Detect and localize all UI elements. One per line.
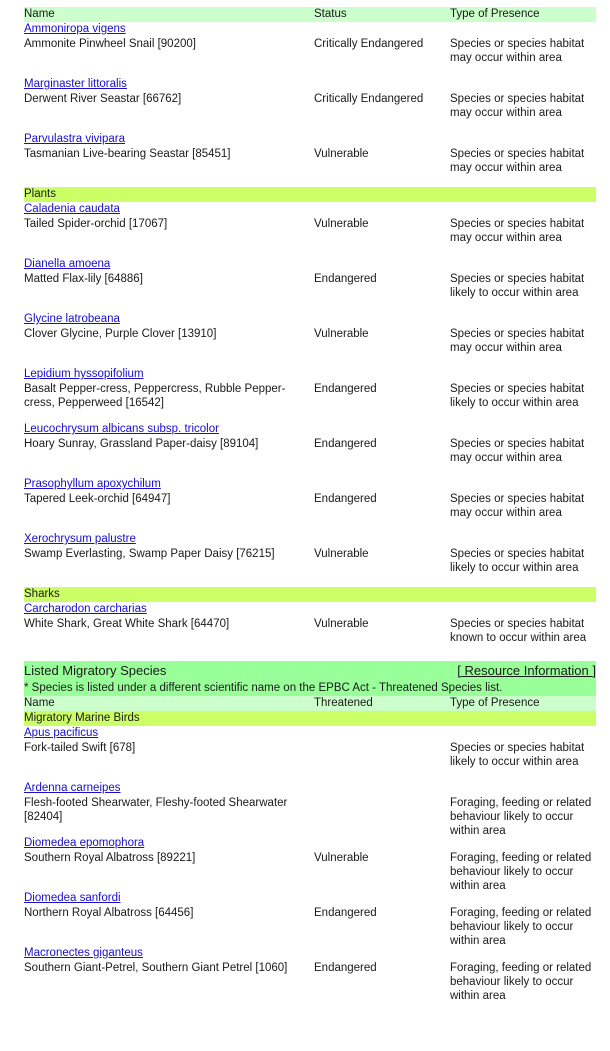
section-title-text: Listed Migratory Species <box>24 663 167 678</box>
migratory-table-header <box>24 696 596 711</box>
species-link[interactable]: Ammoniropa vigens <box>24 23 126 35</box>
common-name: Tapered Leek-orchid [64947] <box>24 493 171 505</box>
common-name: Ammonite Pinwheel Snail [90200] <box>24 38 196 50</box>
presence: Species or species habitat likely to occur within area <box>450 742 585 768</box>
species-entry <box>24 367 596 422</box>
threatened-table-header <box>24 7 596 22</box>
species-link[interactable]: Macronectes giganteus <box>24 947 143 959</box>
species-link[interactable]: Lepidium hyssopifolium <box>24 368 144 380</box>
species-entry <box>24 22 596 77</box>
presence: Foraging, feeding or related behaviour likely to occur within area <box>450 907 592 947</box>
species-entry <box>24 422 596 477</box>
presence: Species or species habitat may occur within area <box>450 438 585 464</box>
section-title-migratory <box>24 661 596 681</box>
status: Vulnerable <box>314 148 369 160</box>
species-entry <box>24 602 596 661</box>
common-name: White Shark, Great White Shark [64470] <box>24 618 230 630</box>
group-header-plants <box>24 187 596 202</box>
status: Endangered <box>314 383 377 395</box>
status: Vulnerable <box>314 328 369 340</box>
header-name: Name <box>24 8 55 20</box>
header-threatened: Threatened <box>314 697 373 709</box>
species-link[interactable]: Marginaster littoralis <box>24 78 127 90</box>
common-name: Southern Royal Albatross [89221] <box>24 852 196 864</box>
species-link[interactable]: Caladenia caudata <box>24 203 120 215</box>
header-name: Name <box>24 697 55 709</box>
common-name: Flesh-footed Shearwater, Fleshy-footed Shearwater [82404] <box>24 797 288 823</box>
species-entry <box>24 726 596 781</box>
common-name: Northern Royal Albatross [64456] <box>24 907 194 919</box>
species-entry <box>24 77 596 132</box>
species-link[interactable]: Prasophyllum apoxychilum <box>24 478 161 490</box>
common-name: Tasmanian Live-bearing Seastar [85451] <box>24 148 231 160</box>
threatened-status: Endangered <box>314 907 377 919</box>
header-presence: Type of Presence <box>450 697 540 709</box>
group-header-migratory-marine-birds <box>24 711 596 726</box>
species-link[interactable]: Leucochrysum albicans subsp. tricolor <box>24 423 219 435</box>
species-link[interactable]: Diomedea sanfordi <box>24 892 121 904</box>
presence: Species or species habitat may occur within area <box>450 93 585 119</box>
common-name: Swamp Everlasting, Swamp Paper Daisy [76215] <box>24 548 275 560</box>
common-name: Derwent River Seastar [66762] <box>24 93 182 105</box>
common-name: Matted Flax-lily [64886] <box>24 273 143 285</box>
species-link[interactable]: Apus pacificus <box>24 727 99 739</box>
threatened-status: Endangered <box>314 962 377 974</box>
common-name: Fork-tailed Swift [678] <box>24 742 136 754</box>
header-presence: Type of Presence <box>450 8 540 20</box>
group-header-sharks <box>24 587 596 602</box>
status: Endangered <box>314 273 377 285</box>
species-entry <box>24 312 596 367</box>
species-link[interactable]: Carcharodon carcharias <box>24 603 147 615</box>
common-name: Basalt Pepper-cress, Peppercress, Rubble Pepper-cress, Pepperweed [16542] <box>24 383 286 409</box>
threatened-status <box>314 796 450 838</box>
species-entry <box>24 132 596 187</box>
presence: Species or species habitat may occur within area <box>450 148 585 174</box>
presence: Species or species habitat known to occur within area <box>450 618 587 644</box>
species-link[interactable]: Xerochrysum palustre <box>24 533 136 545</box>
common-name: Southern Giant-Petrel, Southern Giant Petrel [1060] <box>24 962 288 974</box>
species-link[interactable]: Ardenna carneipes <box>24 782 121 794</box>
presence: Species or species habitat likely to occur within area <box>450 383 585 409</box>
presence: Foraging, feeding or related behaviour likely to occur within area <box>450 852 592 892</box>
resource-information-link[interactable]: [ Resource Information ] <box>457 663 596 678</box>
species-entry <box>24 946 596 1001</box>
presence: Species or species habitat may occur within area <box>450 218 585 244</box>
species-entry <box>24 257 596 312</box>
status: Endangered <box>314 493 377 505</box>
header-status: Status <box>314 8 347 20</box>
group-label: Migratory Marine Birds <box>24 712 140 724</box>
species-entry <box>24 202 596 257</box>
threatened-status <box>314 741 450 769</box>
section-note: * Species is listed under a different scientific name on the EPBC Act - Threatened Species list. <box>24 681 596 696</box>
group-label: Sharks <box>24 588 60 600</box>
status: Vulnerable <box>314 548 369 560</box>
common-name: Clover Glycine, Purple Clover [13910] <box>24 328 217 340</box>
presence: Species or species habitat likely to occur within area <box>450 548 585 574</box>
species-entry <box>24 891 596 946</box>
species-link[interactable]: Parvulastra vivipara <box>24 133 125 145</box>
presence: Species or species habitat may occur within area <box>450 328 585 354</box>
status: Critically Endangered <box>314 93 424 105</box>
species-link[interactable]: Diomedea epomophora <box>24 837 145 849</box>
threatened-status: Vulnerable <box>314 852 369 864</box>
status: Endangered <box>314 438 377 450</box>
status: Vulnerable <box>314 218 369 230</box>
common-name: Tailed Spider-orchid [17067] <box>24 218 168 230</box>
species-link[interactable]: Glycine latrobeana <box>24 313 120 325</box>
presence: Species or species habitat may occur within area <box>450 38 585 64</box>
species-entry <box>24 836 596 891</box>
status: Critically Endangered <box>314 38 424 50</box>
species-link[interactable]: Dianella amoena <box>24 258 111 270</box>
presence: Species or species habitat may occur within area <box>450 493 585 519</box>
presence: Species or species habitat likely to occur within area <box>450 273 585 299</box>
species-entry <box>24 532 596 587</box>
group-label: Plants <box>24 188 56 200</box>
status: Vulnerable <box>314 618 369 630</box>
presence: Foraging, feeding or related behaviour likely to occur within area <box>450 797 592 837</box>
common-name: Hoary Sunray, Grassland Paper-daisy [89104] <box>24 438 259 450</box>
presence: Foraging, feeding or related behaviour likely to occur within area <box>450 962 592 1002</box>
species-entry <box>24 781 596 836</box>
species-report <box>24 7 596 1001</box>
species-entry <box>24 477 596 532</box>
